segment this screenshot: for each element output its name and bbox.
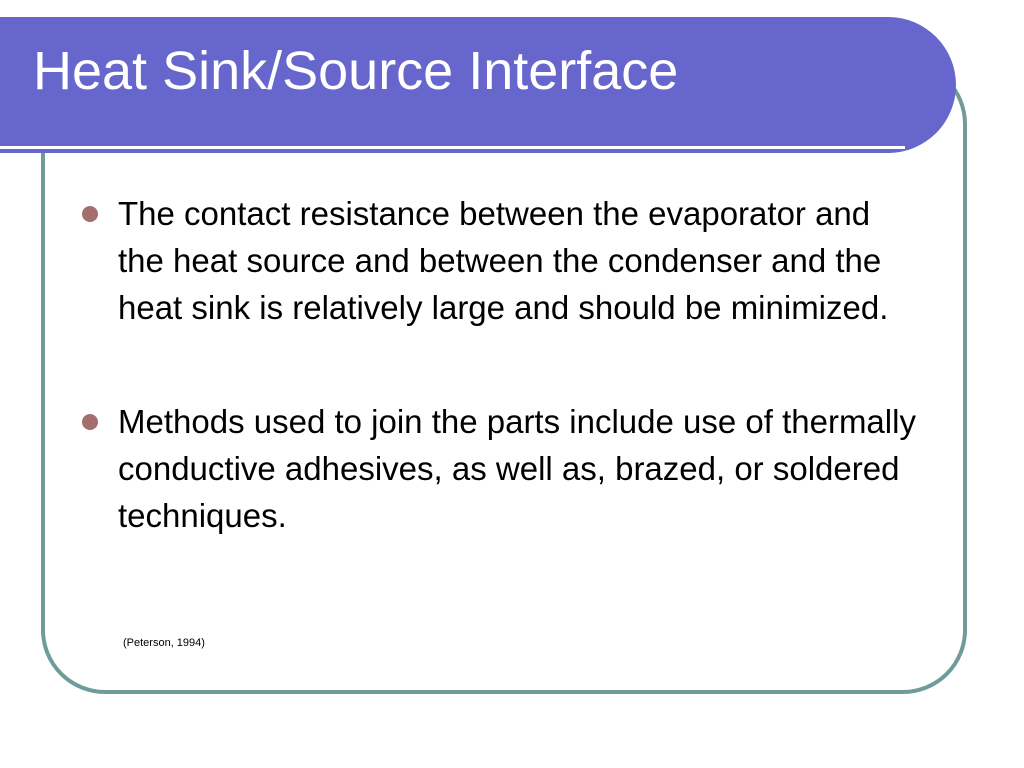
citation: (Peterson, 1994) xyxy=(123,637,205,649)
slide-title: Heat Sink/Source Interface xyxy=(33,41,679,101)
title-underline xyxy=(0,146,905,149)
bullet-text: Methods used to join the parts include use of thermally conductive adhesives, as well as, brazed, or soldered techniques. xyxy=(118,403,916,534)
bullet-dot-icon xyxy=(82,206,98,222)
bullet-text: The contact resistance between the evaporator and the heat source and between the condenser and the heat sink is relatively large and should be minimized. xyxy=(118,195,889,326)
bullet-item xyxy=(82,398,922,539)
bullet-item xyxy=(82,190,922,331)
bullet-list xyxy=(82,190,922,539)
bullet-dot-icon xyxy=(82,414,98,430)
